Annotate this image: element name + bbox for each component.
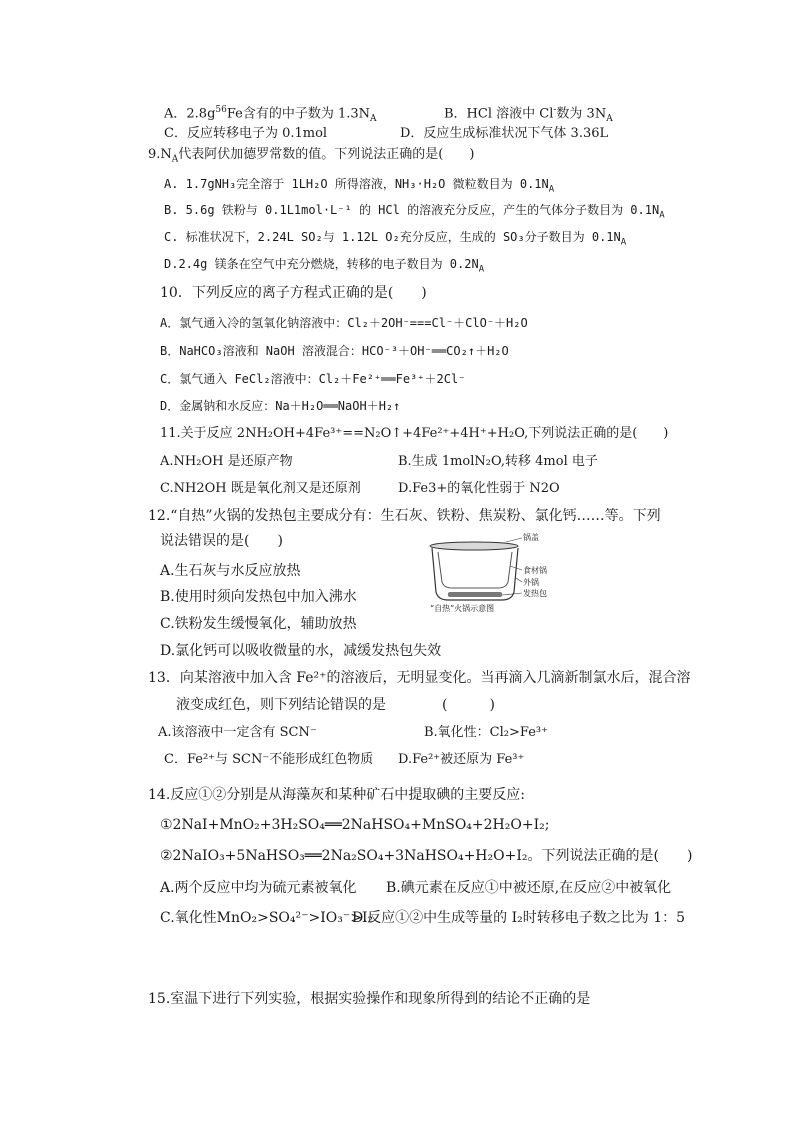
q12-stem-line1: 12.“自热”火锅的发热包主要成分有：生石灰、铁粉、焦炭粉、氯化钙……等。下列 bbox=[148, 508, 661, 524]
q12-option-c: C.铁粉发生缓慢氧化，辅助放热 bbox=[160, 616, 357, 632]
q11-option-a: A.NH₂OH 是还原产物 bbox=[160, 454, 293, 469]
q11-stem: 11.关于反应 2NH₂OH+4Fe³⁺==N₂O↑+4Fe²⁺+4H⁺+H₂O,下列说法正确的是( ) bbox=[160, 426, 669, 441]
q10-option-d: D．金属钠和水反应：Na＋H₂O══NaOH＋H₂↑ bbox=[160, 399, 401, 413]
hotpot-diagram bbox=[418, 530, 558, 612]
q9-option-a: A. 1.7gNH₃完全溶于 1LH₂O 所得溶液，NH₃·H₂O 微粒数目为 $0.1N_A$ bbox=[164, 177, 555, 195]
label-food-pot: 食材锅 bbox=[523, 566, 547, 575]
q9-option-c: C. 标准状况下，2.24L SO₂与 1.12L O₂充分反应，生成的 SO₃分子数目为 $0.1N_A$ bbox=[164, 230, 627, 248]
q13-stem-line1: 13．向某溶液中加入含 Fe²⁺的溶液后，无明显变化。当再滴入几滴新制氯水后，混合溶 bbox=[148, 670, 691, 686]
q10-stem: 10．下列反应的离子方程式正确的是( ) bbox=[160, 285, 427, 301]
q12-stem-line2: 说法错误的是( ) bbox=[160, 533, 283, 549]
q9-option-b: B. 5.6g 铁粉与 0.1L1mol·L⁻¹ 的 HCl 的溶液充分反应，产生的气体分子数目为 $0.1N_A$ bbox=[164, 203, 665, 221]
q12-option-b: B.使用时须向发热包中加入沸水 bbox=[160, 589, 357, 605]
q14-option-a: A.两个反应中均为硫元素被氧化 bbox=[160, 880, 357, 896]
q11-option-d: D.Fe3+的氧化性弱于 N2O bbox=[398, 481, 560, 496]
q12-option-a: A.生石灰与水反应放热 bbox=[160, 563, 301, 579]
q11-option-c: C.NH2OH 既是氧化剂又是还原剂 bbox=[160, 481, 361, 496]
q13-option-b: B.氧化性：Cl₂>Fe³⁺ bbox=[424, 725, 548, 740]
q13-stem-line2: 液变成红色，则下列结论错误的是 ( ) bbox=[176, 697, 495, 713]
q13-option-d: D.Fe²⁺被还原为 Fe³⁺ bbox=[398, 752, 525, 767]
q11-option-b: B.生成 1molN₂O,转移 4mol 电子 bbox=[398, 454, 598, 469]
q9-stem: $9.N_A$代表阿伏加德罗常数的值。下列说法正确的是( ) bbox=[148, 147, 475, 165]
label-outer-pot: 外锅 bbox=[523, 578, 539, 587]
q14-option-c: C.氧化性MnO₂>SO₄²⁻>IO₃⁻>I₂ bbox=[160, 910, 374, 926]
q8-option-c: C．反应转移电子为 0.1mol bbox=[164, 126, 328, 141]
label-lid: 锅盖 bbox=[523, 533, 539, 542]
q14-reaction-1: ①2NaI+MnO₂+3H₂SO₄══2NaHSO₄+MnSO₄+2H₂O+I₂; bbox=[160, 817, 550, 833]
q14-reaction-2: ②2NaIO₃+5NaHSO₃══2Na₂SO₄+3NaHSO₄+H₂O+I₂。下列说法正确的是( ) bbox=[160, 848, 693, 864]
q8-option-b: B．HCl 溶液中 Cl-数为 $3N_A$ bbox=[444, 105, 613, 124]
q10-option-b: B．NaHCO₃溶液和 NaOH 溶液混合：HCO⁻³＋OH⁻══CO₂↑＋H₂O bbox=[160, 344, 509, 358]
q12-option-d: D.氯化钙可以吸收微量的水，减缓发热包失效 bbox=[160, 643, 442, 659]
q14-stem: 14.反应①②分别是从海藻灰和某种矿石中提取碘的主要反应: bbox=[148, 787, 525, 803]
q15-stem: 15.室温下进行下列实验，根据实验操作和现象所得到的结论不正确的是 bbox=[148, 991, 591, 1007]
q8-option-a: A．$2.8g^{56}Fe$含有的中子数为 $1.3N_A$ bbox=[164, 105, 377, 124]
q10-option-c: C．氯气通入 FeCl₂溶液中：Cl₂＋Fe²⁺══Fe³⁺＋2Cl⁻ bbox=[160, 372, 466, 386]
label-heating-pack: 发热包 bbox=[523, 589, 547, 598]
q14-option-b: B.碘元素在反应①中被还原,在反应②中被氧化 bbox=[386, 880, 672, 896]
q10-option-a: A．氯气通入冷的氢氧化钠溶液中：Cl₂＋2OH⁻===Cl⁻＋ClO⁻＋H₂O bbox=[160, 316, 528, 330]
q8-option-d: D．反应生成标准状况下气体 3.36L bbox=[400, 126, 609, 141]
figure-caption: “自热”火锅示意图 bbox=[430, 604, 495, 613]
q13-option-c: C．Fe²⁺与 SCN⁻不能形成红色物质 bbox=[164, 752, 374, 767]
q14-option-d: D.反应①②中生成等量的 I₂时转移电子数之比为 1：5 bbox=[352, 910, 686, 926]
q13-option-a: A.该溶液中一定含有 SCN⁻ bbox=[158, 725, 317, 740]
q9-option-d: D.2.4g 镁条在空气中充分燃烧，转移的电子数目为 $0.2N_A$ bbox=[164, 257, 485, 275]
